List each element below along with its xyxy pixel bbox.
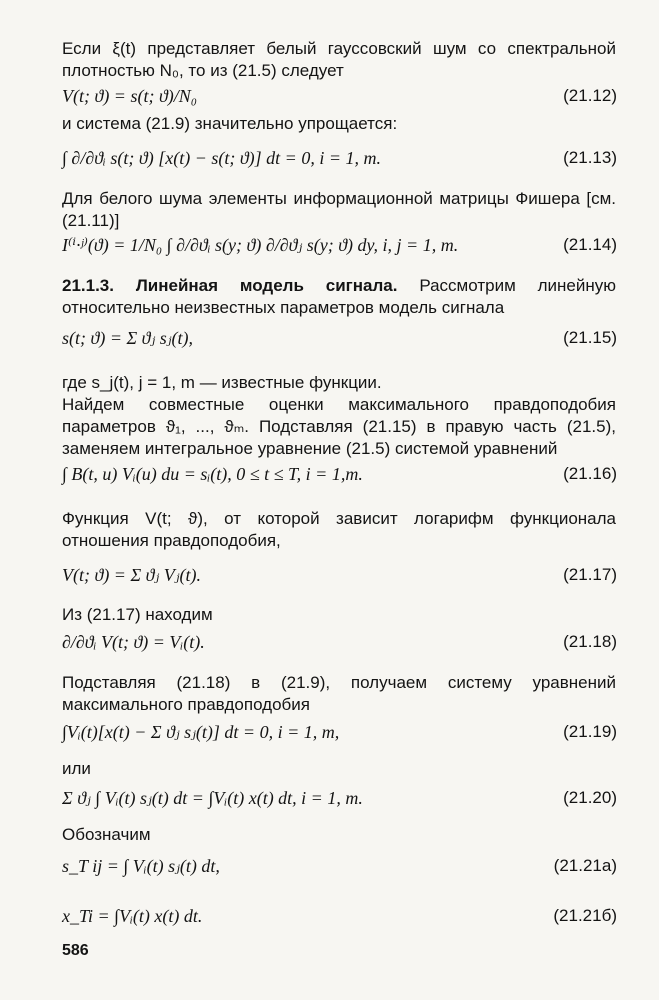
page-number: 586	[62, 942, 89, 959]
equation-body: Σ ϑⱼ ∫ Vᵢ(t) sⱼ(t) dt = ∫Vᵢ(t) x(t) dt, i = 1, m.	[62, 788, 363, 808]
equation-body: x_Ti = ∫Vᵢ(t) x(t) dt.	[62, 906, 203, 926]
equation-21-20	[62, 788, 617, 822]
equation-21-14	[62, 235, 617, 269]
equation-body: V(t; ϑ) = Σ ϑⱼ Vⱼ(t).	[62, 565, 201, 585]
paragraph-joint-estimates: Найдем совместные оценки максимального правдоподобия параметров ϑ₁, ..., ϑₘ. Подставляя (21.15) в правую часть (21.5), заменяем интегральное уравнение (21.5) системой уравнений	[62, 395, 616, 458]
paragraph-linear-model	[62, 275, 616, 319]
equation-body: ∫Vᵢ(t)[x(t) − Σ ϑⱼ sⱼ(t)] dt = 0, i = 1, m,	[62, 722, 340, 742]
paragraph-substituting: Подставляя (21.18) в (21.9), получаем систему уравнений максимального правдоподобия	[62, 673, 616, 714]
equation-number: (21.12)	[563, 86, 617, 105]
paragraph-fisher-matrix: Для белого шума элементы информационной матрицы Фишера [см. (21.11)]	[62, 189, 616, 230]
equation-body: s_T ij = ∫ Vᵢ(t) sⱼ(t) dt,	[62, 856, 220, 876]
equation-number: (21.20)	[563, 788, 617, 807]
equation-number: (21.13)	[563, 148, 617, 167]
equation-21-13	[62, 148, 617, 182]
equation-number: (21.18)	[563, 632, 617, 651]
equation-number: (21.15)	[563, 328, 617, 347]
equation-body: I⁽ⁱ·ʲ⁾(ϑ) = 1/N₀ ∫ ∂/∂ϑᵢ s(y; ϑ) ∂/∂ϑⱼ s(y; ϑ) dy, i, j = 1, m.	[62, 235, 459, 255]
equation-21-21b	[62, 906, 617, 940]
paragraph-white-noise: Если ξ(t) представляет белый гауссовский шум со спектральной плотностью N₀, то из (21.5) следует	[62, 39, 616, 80]
equation-21-21a	[62, 856, 617, 890]
equation-number: (21.14)	[563, 235, 617, 254]
paragraph-linear-model-text: Рассмотрим линейную относительно неизвестных параметров модель сигнала	[62, 276, 617, 317]
paragraph-known-functions: где s_j(t), j = 1, m — известные функции.	[62, 373, 382, 392]
equation-21-17	[62, 565, 617, 599]
equation-21-16	[62, 464, 617, 498]
equation-body: s(t; ϑ) = Σ ϑⱼ sⱼ(t),	[62, 328, 194, 348]
equation-number: (21.21б)	[553, 906, 617, 925]
paragraph-function-v: Функция V(t; ϑ), от которой зависит логарифм функционала отношения правдоподобия,	[62, 509, 616, 550]
paragraph-system-simplifies: и система (21.9) значительно упрощается:	[62, 114, 398, 133]
equation-body: ∂/∂ϑᵢ V(t; ϑ) = Vᵢ(t).	[62, 632, 205, 652]
equation-21-18	[62, 632, 617, 666]
equation-number: (21.17)	[563, 565, 617, 584]
equation-number: (21.16)	[563, 464, 617, 483]
equation-body: ∫ ∂/∂ϑᵢ s(t; ϑ) [x(t) − s(t; ϑ)] dt = 0, i = 1, m.	[62, 148, 381, 168]
equation-body: ∫ B(t, u) Vᵢ(u) du = sᵢ(t), 0 ≤ t ≤ T, i = 1,m.	[62, 464, 363, 484]
equation-body: V(t; ϑ) = s(t; ϑ)/N₀	[62, 86, 198, 106]
equation-number: (21.21а)	[553, 856, 617, 875]
equation-21-19	[62, 722, 617, 756]
section-heading-21-1-3: 21.1.3. Линейная модель сигнала.	[62, 276, 398, 295]
paragraph-from-21-17: Из (21.17) находим	[62, 605, 213, 624]
equation-number: (21.19)	[563, 722, 617, 741]
equation-21-15	[62, 328, 617, 362]
paragraph-or: или	[62, 759, 91, 778]
paragraph-denote: Обозначим	[62, 825, 151, 844]
equation-21-12	[62, 86, 617, 112]
